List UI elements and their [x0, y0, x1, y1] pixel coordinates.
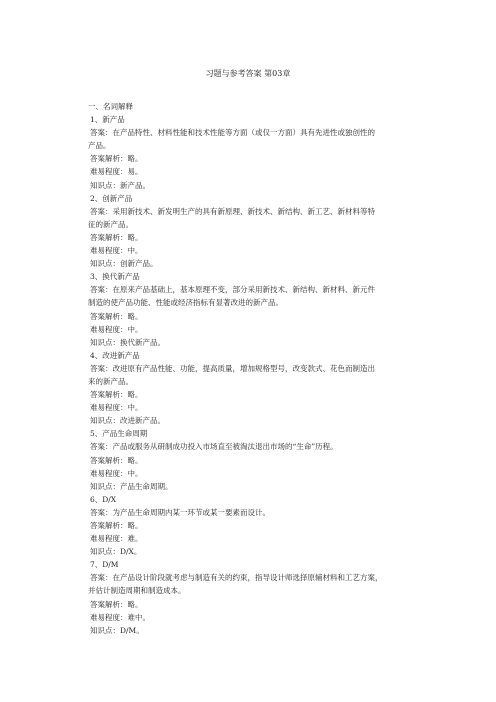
difficulty: 难易程度：中。 — [90, 324, 143, 334]
answer-text: 答案：采用新技术、新发明生产的具有新原理、新技术、新结构、新工艺、新材料等特 — [90, 206, 375, 216]
difficulty: 难易程度：中。 — [90, 246, 143, 256]
answer-text: 答案：为产品生命周期内某一环节或某一要素而设计。 — [90, 507, 270, 517]
answer-text-continued: 来的新产品。 — [88, 376, 133, 386]
answer-text-continued: 征的新产品。 — [88, 219, 133, 229]
document-body — [90, 100, 432, 637]
difficulty: 难易程度：中。 — [90, 468, 143, 478]
answer-explanation: 答案解析：略。 — [90, 311, 143, 321]
difficulty: 难易程度：难。 — [90, 534, 143, 544]
section-heading: 一、名词解释 — [88, 102, 133, 111]
answer-text: 答案：产品或服务从研制成功投入市场直至被淘汰退出市场的“生命”历程。 — [90, 442, 338, 452]
term-heading: 1、新产品 — [90, 115, 125, 125]
term-heading: 5、产品生命周期 — [90, 429, 148, 439]
knowledge-point: 知识点：新产品。 — [90, 180, 150, 190]
answer-text: 答案：在产品特性、材料性能和技术性能等方面（或仅一方面）具有先进性或独创性的 — [90, 128, 375, 138]
answer-text-continued: 并估计制造周期和制造成本。 — [88, 586, 186, 596]
knowledge-point: 知识点：D/X。 — [90, 547, 142, 557]
answer-explanation: 答案解析：略。 — [90, 455, 143, 465]
term-heading: 2、创新产品 — [90, 193, 133, 203]
answer-explanation: 答案解析：略。 — [90, 390, 143, 400]
knowledge-point: 知识点：换代新产品。 — [90, 337, 165, 347]
answer-text-continued: 产品。 — [88, 141, 111, 151]
answer-explanation: 答案解析：略。 — [90, 521, 143, 530]
knowledge-point: 知识点：D/M。 — [90, 625, 144, 635]
answer-explanation: 答案解析：略。 — [90, 599, 143, 609]
term-heading: 4、改进新产品 — [90, 350, 140, 360]
knowledge-point: 知识点：改进新产品。 — [90, 416, 165, 426]
term-heading: 6、D/X — [90, 494, 117, 504]
answer-text: 答案：在原来产品基础上，基本原理不变，部分采用新技术、新结构、新材料、新元件 — [90, 285, 375, 295]
answer-explanation: 答案解析：略。 — [90, 154, 143, 164]
answer-text: 答案：改进原有产品性能、功能，提高质量，增加规格型号，改变款式、花色而制造出 — [90, 363, 375, 373]
term-heading: 3、换代新产品 — [90, 272, 140, 282]
difficulty: 难易程度：易。 — [90, 167, 143, 177]
answer-text-continued: 制造的使产品功能、性能或经济指标有显著改进的新产品。 — [88, 298, 283, 308]
knowledge-point: 知识点：产品生命周期。 — [90, 481, 173, 491]
difficulty: 难易程度：难中。 — [90, 612, 150, 622]
term-heading: 7、D/M — [90, 560, 119, 570]
answer-explanation: 答案解析：略。 — [90, 232, 143, 242]
knowledge-point: 知识点：创新产品。 — [90, 259, 158, 269]
answer-text: 答案：在产品设计阶段就考虑与制造有关的约束，指导设计师选择原辅材料和工艺方案， — [90, 573, 383, 583]
difficulty: 难易程度：中。 — [90, 403, 143, 413]
document-title: 习题与参考答案 第03章 — [205, 69, 291, 78]
